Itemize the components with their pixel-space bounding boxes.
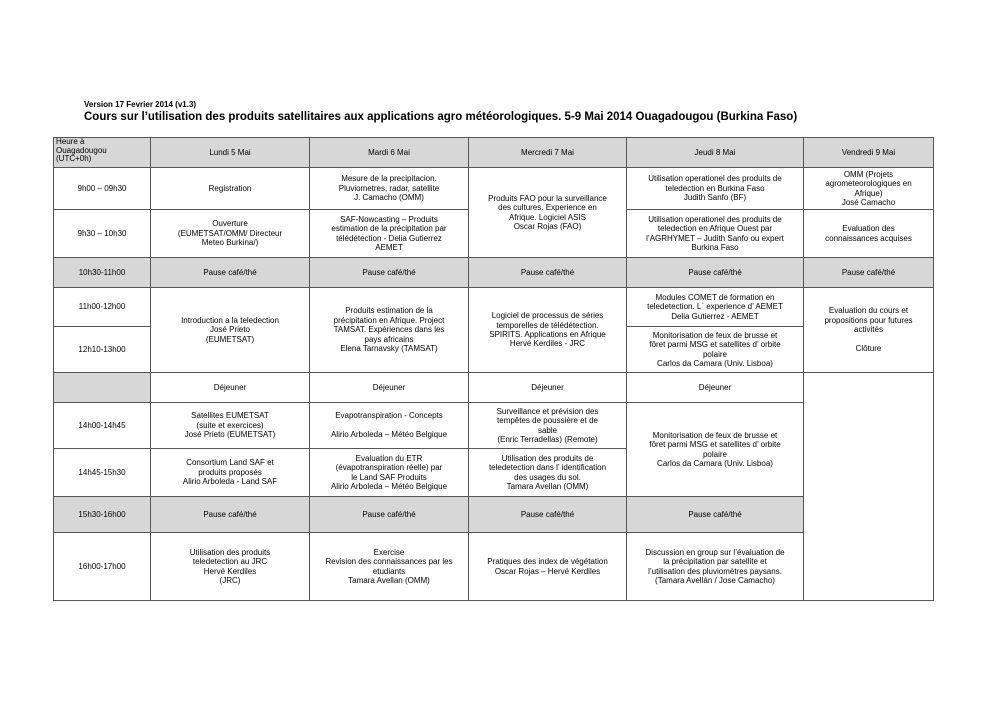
session-cell: Monitorisation de feux de brusse et fôret parmi MSG et satellites d’ orbite polaire Carlos da Camara (Univ. Lisboa) — [627, 403, 804, 497]
table-row — [54, 497, 934, 533]
empty-cell — [804, 373, 934, 601]
lunch-cell: Déjeuner — [469, 373, 627, 403]
session-cell: Evapotranspiration - Concepts Alirio Arboleda – Météo Belgique — [310, 403, 469, 449]
lunch-cell: Déjeuner — [627, 373, 804, 403]
time-cell: 9h30 – 10h30 — [54, 210, 151, 258]
version-label: Version 17 Fevrier 2014 (v1.3) — [84, 100, 197, 109]
session-cell: Produits estimation de la précipitation en Afrique. Project TAMSAT. Expériences dans les pays africains Elena Tarnavsky (TAMSAT) — [310, 288, 469, 373]
session-cell: Utilisation operationel des produits de teledection en Afrique Ouest par l’AGRHYMET – Judith Sanfo ou expert Burkina Faso — [627, 210, 804, 258]
session-cell: Exercise Revision des connaissances par les etudiants Tamara Avellan (OMM) — [310, 533, 469, 601]
table-row — [54, 373, 934, 403]
session-cell: Logiciel de processus de séries temporelles de télédétection. SPIRITS. Applications en Afrique Hervé Kerdiles - JRC — [469, 288, 627, 373]
session-cell: Surveillance et prévision des tempêtes de poussière et de sable (Enric Terradellas) (Remote) — [469, 403, 627, 449]
session-cell: Evaluation des connaissances acquises — [804, 210, 934, 258]
session-cell: Utilisation des produits de teledetection dans l’ identification des usages du sol. Tamara Avellan (OMM) — [469, 449, 627, 497]
time-cell: 11h00-12h00 — [54, 288, 151, 327]
page-title: Cours sur l’utilisation des produits satellitaires aux applications agro météorologiques. 5-9 Mai 2014 Ouagadougou (Burkina Faso) — [84, 111, 798, 123]
session-cell: Introduction a la teledection José Prieto (EUMETSAT) — [151, 288, 310, 373]
table-row — [54, 403, 934, 449]
break-cell: Pause café/thé — [310, 258, 469, 288]
session-cell: SAF-Nowcasting – Produits estimation de la précipitation par télédétection - Delia Gutierrez AEMET — [310, 210, 469, 258]
break-cell: Pause café/thé — [627, 258, 804, 288]
time-cell: 10h30-11h00 — [54, 258, 151, 288]
break-cell: Pause café/thé — [151, 497, 310, 533]
session-cell: Ouverture (EUMETSAT/OMM/ Directeur Meteo Burkina/) — [151, 210, 310, 258]
header-monday: Lundi 5 Mai — [151, 138, 310, 168]
time-cell: 9h00 – 09h30 — [54, 168, 151, 210]
break-cell: Pause café/thé — [804, 258, 934, 288]
header-row — [54, 138, 934, 168]
lunch-cell: Déjeuner — [151, 373, 310, 403]
table-row — [54, 533, 934, 601]
header-time: Heure à Ouagadougou (UTC+0h) — [54, 138, 151, 168]
header-thursday: Jeudi 8 Mai — [627, 138, 804, 168]
time-cell — [54, 373, 151, 403]
session-cell: Satellites EUMETSAT (suite et exercices) José Prieto (EUMETSAT) — [151, 403, 310, 449]
session-cell: OMM (Projets agrometeorologiques en Afrique) José Camacho — [804, 168, 934, 210]
session-cell: Produits FAO pour la surveillance des cultures. Experience en Afrique. Logiciel ASIS Oscar Rojas (FAO) — [469, 168, 627, 258]
time-cell: 15h30-16h00 — [54, 497, 151, 533]
time-cell: 16h00-17h00 — [54, 533, 151, 601]
header-tuesday: Mardi 6 Mai — [310, 138, 469, 168]
time-cell: 14h00-14h45 — [54, 403, 151, 449]
session-cell: Evaluation du ETR (évapotranspiration réelle) par le Land SAF Produits Alirio Arboleda – Météo Belgique — [310, 449, 469, 497]
session-cell: Registration — [151, 168, 310, 210]
time-cell: 14h45-15h30 — [54, 449, 151, 497]
session-cell: Modules COMET de formation en teledetection. L` experience d’ AEMET Delia Gutierrez - AEMET — [627, 288, 804, 327]
break-cell: Pause café/thé — [151, 258, 310, 288]
session-cell: Monitorisation de feux de brusse et fôret parmi MSG et satellites d’ orbite polaire Carlos da Camara (Univ. Lisboa) — [627, 327, 804, 373]
table-row — [54, 258, 934, 288]
schedule-table — [53, 137, 934, 601]
session-cell: Utilisation des produits teledetection au JRC Hervé Kerdiles (JRC) — [151, 533, 310, 601]
break-cell: Pause café/thé — [469, 497, 627, 533]
session-cell: Pratiques des index de végétation Oscar Rojas – Hervé Kerdiles — [469, 533, 627, 601]
break-cell: Pause café/thé — [310, 497, 469, 533]
session-cell: Evaluation du cours et propositions pour futures activités Clôture — [804, 288, 934, 373]
session-cell: Consortium Land SAF et produits proposés Alirio Arboleda - Land SAF — [151, 449, 310, 497]
session-cell: Discussion en group sur l’évaluation de la précipitation par satellite et l’utilisation des pluviomètres paysans. (Tamara Avellán / Jose Camacho) — [627, 533, 804, 601]
table-row — [54, 168, 934, 210]
lunch-cell: Déjeuner — [310, 373, 469, 403]
break-cell: Pause café/thé — [627, 497, 804, 533]
time-cell: 12h10-13h00 — [54, 327, 151, 373]
break-cell: Pause café/thé — [469, 258, 627, 288]
header-wednesday: Mercredi 7 Mai — [469, 138, 627, 168]
session-cell: Utilisation operationel des produits de teledection en Burkina Faso Judith Sanfo (BF) — [627, 168, 804, 210]
session-cell: Mesure de la precipitacion. Pluviometres, radar, satellite J. Camacho (OMM) — [310, 168, 469, 210]
table-row — [54, 288, 934, 327]
header-friday: Vendredi 9 Mai — [804, 138, 934, 168]
